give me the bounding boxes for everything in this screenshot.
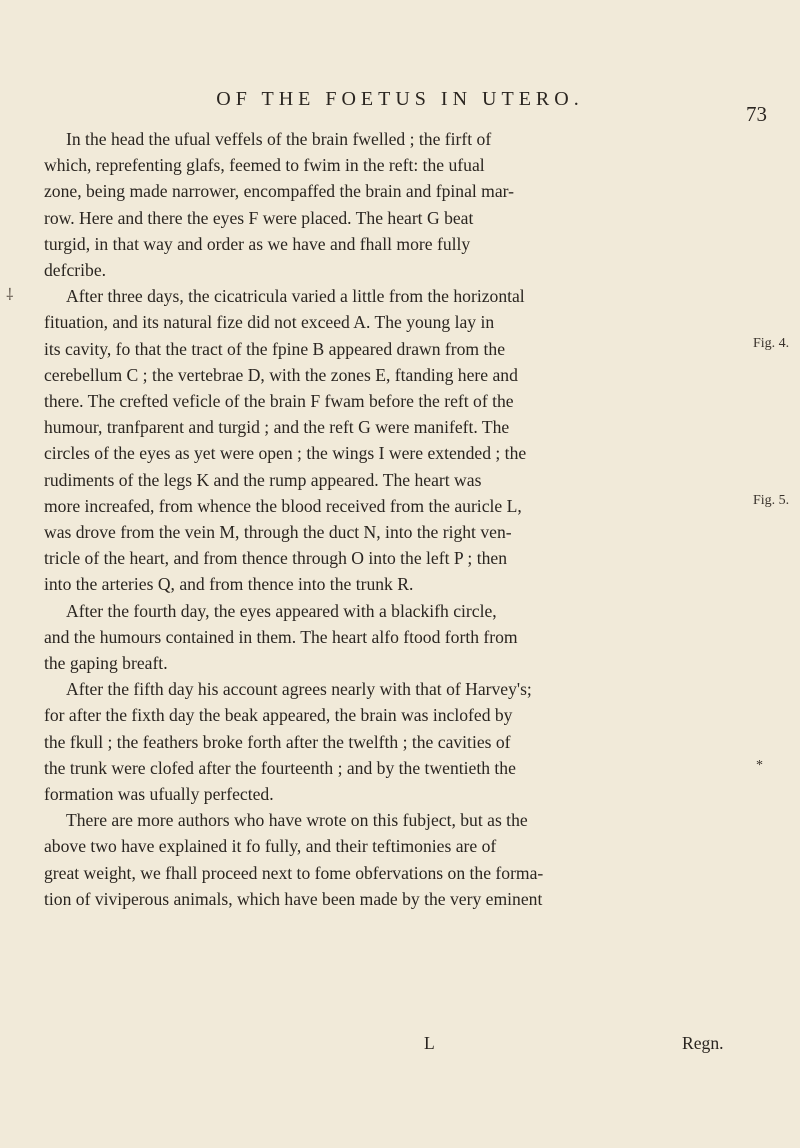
- text-line: more increafed, from whence the blood received from the auricle L,: [44, 495, 522, 516]
- text-line: zone, being made narrower, encompaffed the brain and fpinal mar-: [44, 181, 515, 202]
- text-line: tricle of the heart, and from thence through O into the left P ; then: [44, 548, 507, 569]
- text-line: tion of viviperous animals, which have been made by the very eminent: [44, 888, 543, 909]
- text-line: the fkull ; the feathers broke forth after the twelfth ; the cavities of: [44, 731, 511, 752]
- text-line: After the fourth day, the eyes appeared with a blackifh circle,: [66, 600, 497, 621]
- text-line: was drove from the vein M, through the duct N, into the right ven-: [44, 522, 512, 543]
- margin-note-asterisk: *: [756, 758, 763, 773]
- text-line: the trunk were clofed after the fourteenth ; and by the twentieth the: [44, 757, 516, 778]
- paragraph-5: [44, 807, 744, 912]
- page-number: 73: [746, 102, 767, 126]
- text-line: and the humours contained in them. The heart alfo ftood forth from: [44, 626, 518, 647]
- paragraph-4: [44, 676, 744, 807]
- text-line: In the head the ufual veffels of the brain fwelled ; the firft of: [66, 129, 492, 149]
- text-line: After three days, the cicatricula varied a little from the horizontal: [66, 286, 525, 307]
- text-line: After the fifth day his account agrees nearly with that of Harvey's;: [66, 679, 532, 700]
- text-line: great weight, we fhall proceed next to fome obfervations on the forma-: [44, 862, 544, 883]
- text-line: row. Here and there the eyes F were placed. The heart G beat: [44, 207, 474, 228]
- text-line: there. The crefted veficle of the brain F fwam before the reft of the: [44, 391, 514, 412]
- text-line: There are more authors who have wrote on this fubject, but as the: [66, 810, 528, 831]
- text-line: for after the fixth day the beak appeared, the brain was inclofed by: [44, 705, 513, 726]
- running-head: OF THE FOETUS IN UTERO.: [216, 88, 584, 110]
- paragraph-3: [44, 598, 744, 677]
- ink-mark: ⸸: [6, 285, 14, 304]
- text-line: circles of the eyes as yet were open ; the wings I were extended ; the: [44, 443, 527, 464]
- text-line: fituation, and its natural fize did not exceed A. The young lay in: [44, 312, 495, 333]
- text-line: turgid, in that way and order as we have and fhall more fully: [44, 233, 471, 254]
- body-text: [44, 126, 744, 912]
- text-line: which, reprefenting glafs, feemed to fwim in the reft: the ufual: [44, 155, 485, 176]
- text-line: the gaping breaft.: [44, 653, 168, 674]
- text-line: into the arteries Q, and from thence into the trunk R.: [44, 574, 414, 595]
- paragraph-1: [44, 126, 744, 283]
- text-line: cerebellum C ; the vertebrae D, with the zones E, ftanding here and: [44, 364, 518, 385]
- catchword: Regn.: [682, 1033, 724, 1053]
- text-line: formation was ufually perfected.: [44, 784, 274, 805]
- signature-mark: L: [424, 1033, 435, 1053]
- text-line: humour, tranfparent and turgid ; and the reft G were manifeft. The: [44, 417, 510, 438]
- margin-note-fig5: Fig. 5.: [753, 493, 790, 508]
- text-line: its cavity, fo that the tract of the fpine B appeared drawn from the: [44, 338, 506, 359]
- text-line: above two have explained it fo fully, and their teftimonies are of: [44, 836, 497, 857]
- margin-note-fig4: Fig. 4.: [753, 336, 790, 351]
- paragraph-2: [44, 283, 744, 597]
- text-line: rudiments of the legs K and the rump appeared. The heart was: [44, 469, 482, 490]
- text-line: defcribe.: [44, 260, 107, 281]
